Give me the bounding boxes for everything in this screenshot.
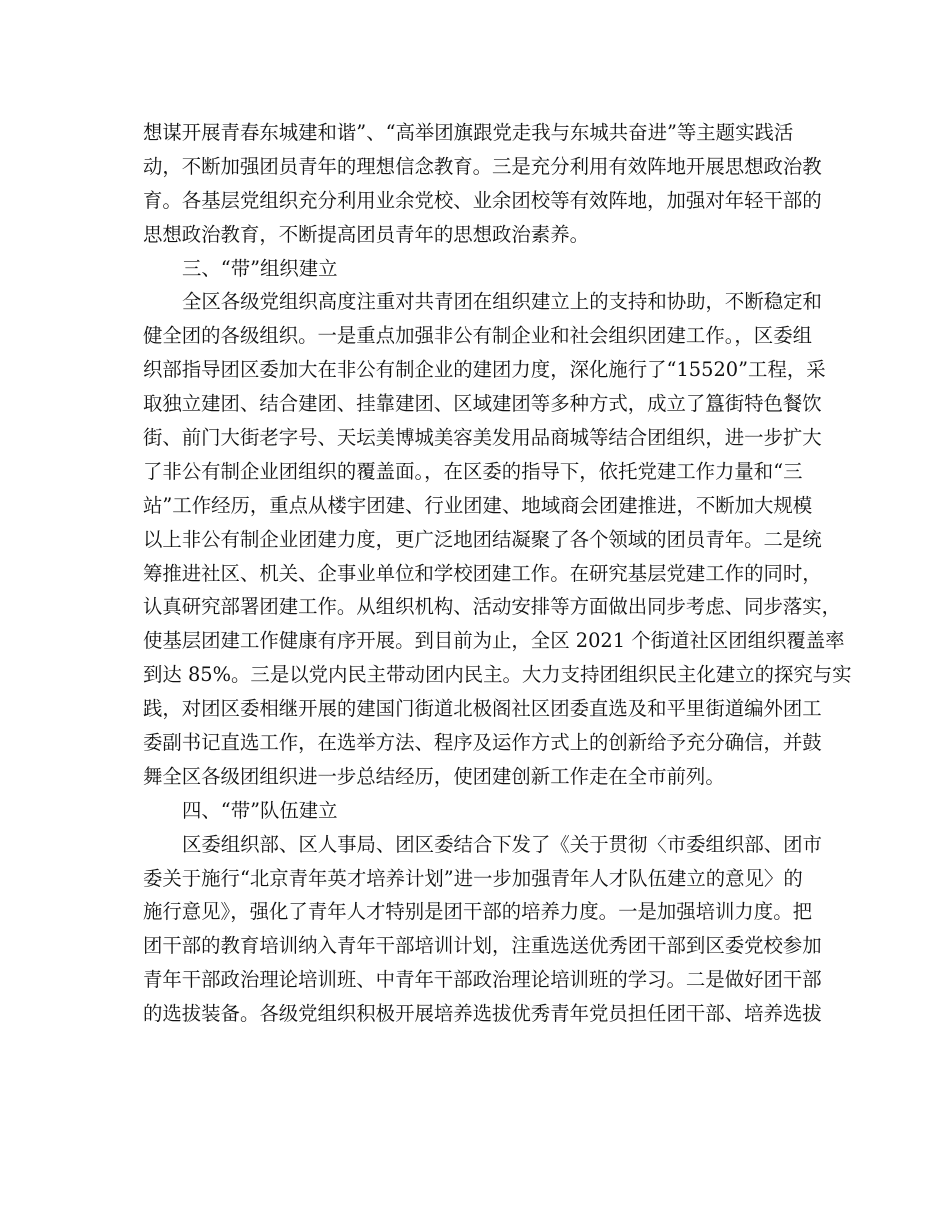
body-line: 委关于施行“北京青年英才培养计划”进一步加强青年人才队伍建立的意见〉的 (143, 866, 803, 890)
body-line: 认真研究部署团建工作。从组织机构、活动安排等方面做出同步考虑、同步落实， (143, 595, 842, 619)
body-line: 织部指导团区委加大在非公有制企业的建团力度，深化施行了“15520”工程，采 (143, 358, 826, 382)
body-line: 舞全区各级团组织进一步总结经历，使团建创新工作走在全市前列。 (143, 764, 725, 788)
body-line: 筹推进社区、机关、企事业单位和学校团建工作。在研究基层党建工作的同时， (143, 561, 822, 585)
body-line: 思想政治教育，不断提高团员青年的思想政治素养。 (143, 222, 589, 246)
body-line: 了非公有制企业团组织的覆盖面。，在区委的指导下，依托党建工作力量和“三 (143, 459, 803, 483)
body-line: 施行意见》，强化了青年人才特别是团干部的培养力度。一是加强培训力度。把 (143, 900, 812, 924)
body-line: 育。各基层党组织充分利用业余党校、业余团校等有效阵地，加强对年轻干部的 (143, 188, 822, 212)
body-line: 站”工作经历，重点从楼宇团建、行业团建、地域商会团建推进，不断加大规模 (143, 493, 813, 517)
body-line: 践，对团区委相继开展的建国门街道北极阁社区团委直选及和平里街道编外团工 (143, 697, 822, 721)
document-body (143, 116, 852, 1031)
body-line: 使基层团建工作健康有序开展。到目前为止，全区 2021 个街道社区团组织覆盖率 (143, 629, 845, 653)
body-line: 以上非公有制企业团建力度，更广泛地团结凝聚了各个领域的团员青年。二是统 (143, 527, 822, 551)
body-line: 青年干部政治理论培训班、中青年干部政治理论培训班的学习。二是做好团干部 (143, 968, 822, 992)
body-line: 街、前门大街老字号、天坛美博城美容美发用品商城等结合团组织，进一步扩大 (143, 426, 822, 450)
body-line: 健全团的各级组织。一是重点加强非公有制企业和社会组织团建工作。，区委组 (143, 324, 812, 348)
section-heading: 四、“带”队伍建立 (182, 798, 338, 822)
body-line: 团干部的教育培训纳入青年干部培训计划，注重选送优秀团干部到区委党校参加 (143, 934, 822, 958)
body-line: 委副书记直选工作，在选举方法、程序及运作方式上的创新给予充分确信，并鼓 (143, 731, 822, 755)
body-line: 动，不断加强团员青年的理想信念教育。三是充分利用有效阵地开展思想政治教 (143, 154, 822, 178)
body-line: 到达 85%。三是以党内民主带动团内民主。大力支持团组织民主化建立的探究与实 (143, 663, 852, 687)
body-line: 的选拔装备。各级党组织积极开展培养选拔优秀青年党员担任团干部、培养选拔 (143, 1002, 822, 1026)
body-line: 取独立建团、结合建团、挂靠建团、区域建团等多种方式，成立了簋街特色餐饮 (143, 392, 822, 416)
section-heading: 三、“带”组织建立 (182, 256, 338, 280)
body-line: 全区各级党组织高度注重对共青团在组织建立上的支持和协助，不断稳定和 (182, 290, 822, 314)
body-line: 区委组织部、区人事局、团区委结合下发了《关于贯彻〈市委组织部、团市 (182, 832, 822, 856)
body-line: 想谋开展青春东城建和谐”、“高举团旗跟党走我与东城共奋进”等主题实践活 (143, 121, 794, 144)
